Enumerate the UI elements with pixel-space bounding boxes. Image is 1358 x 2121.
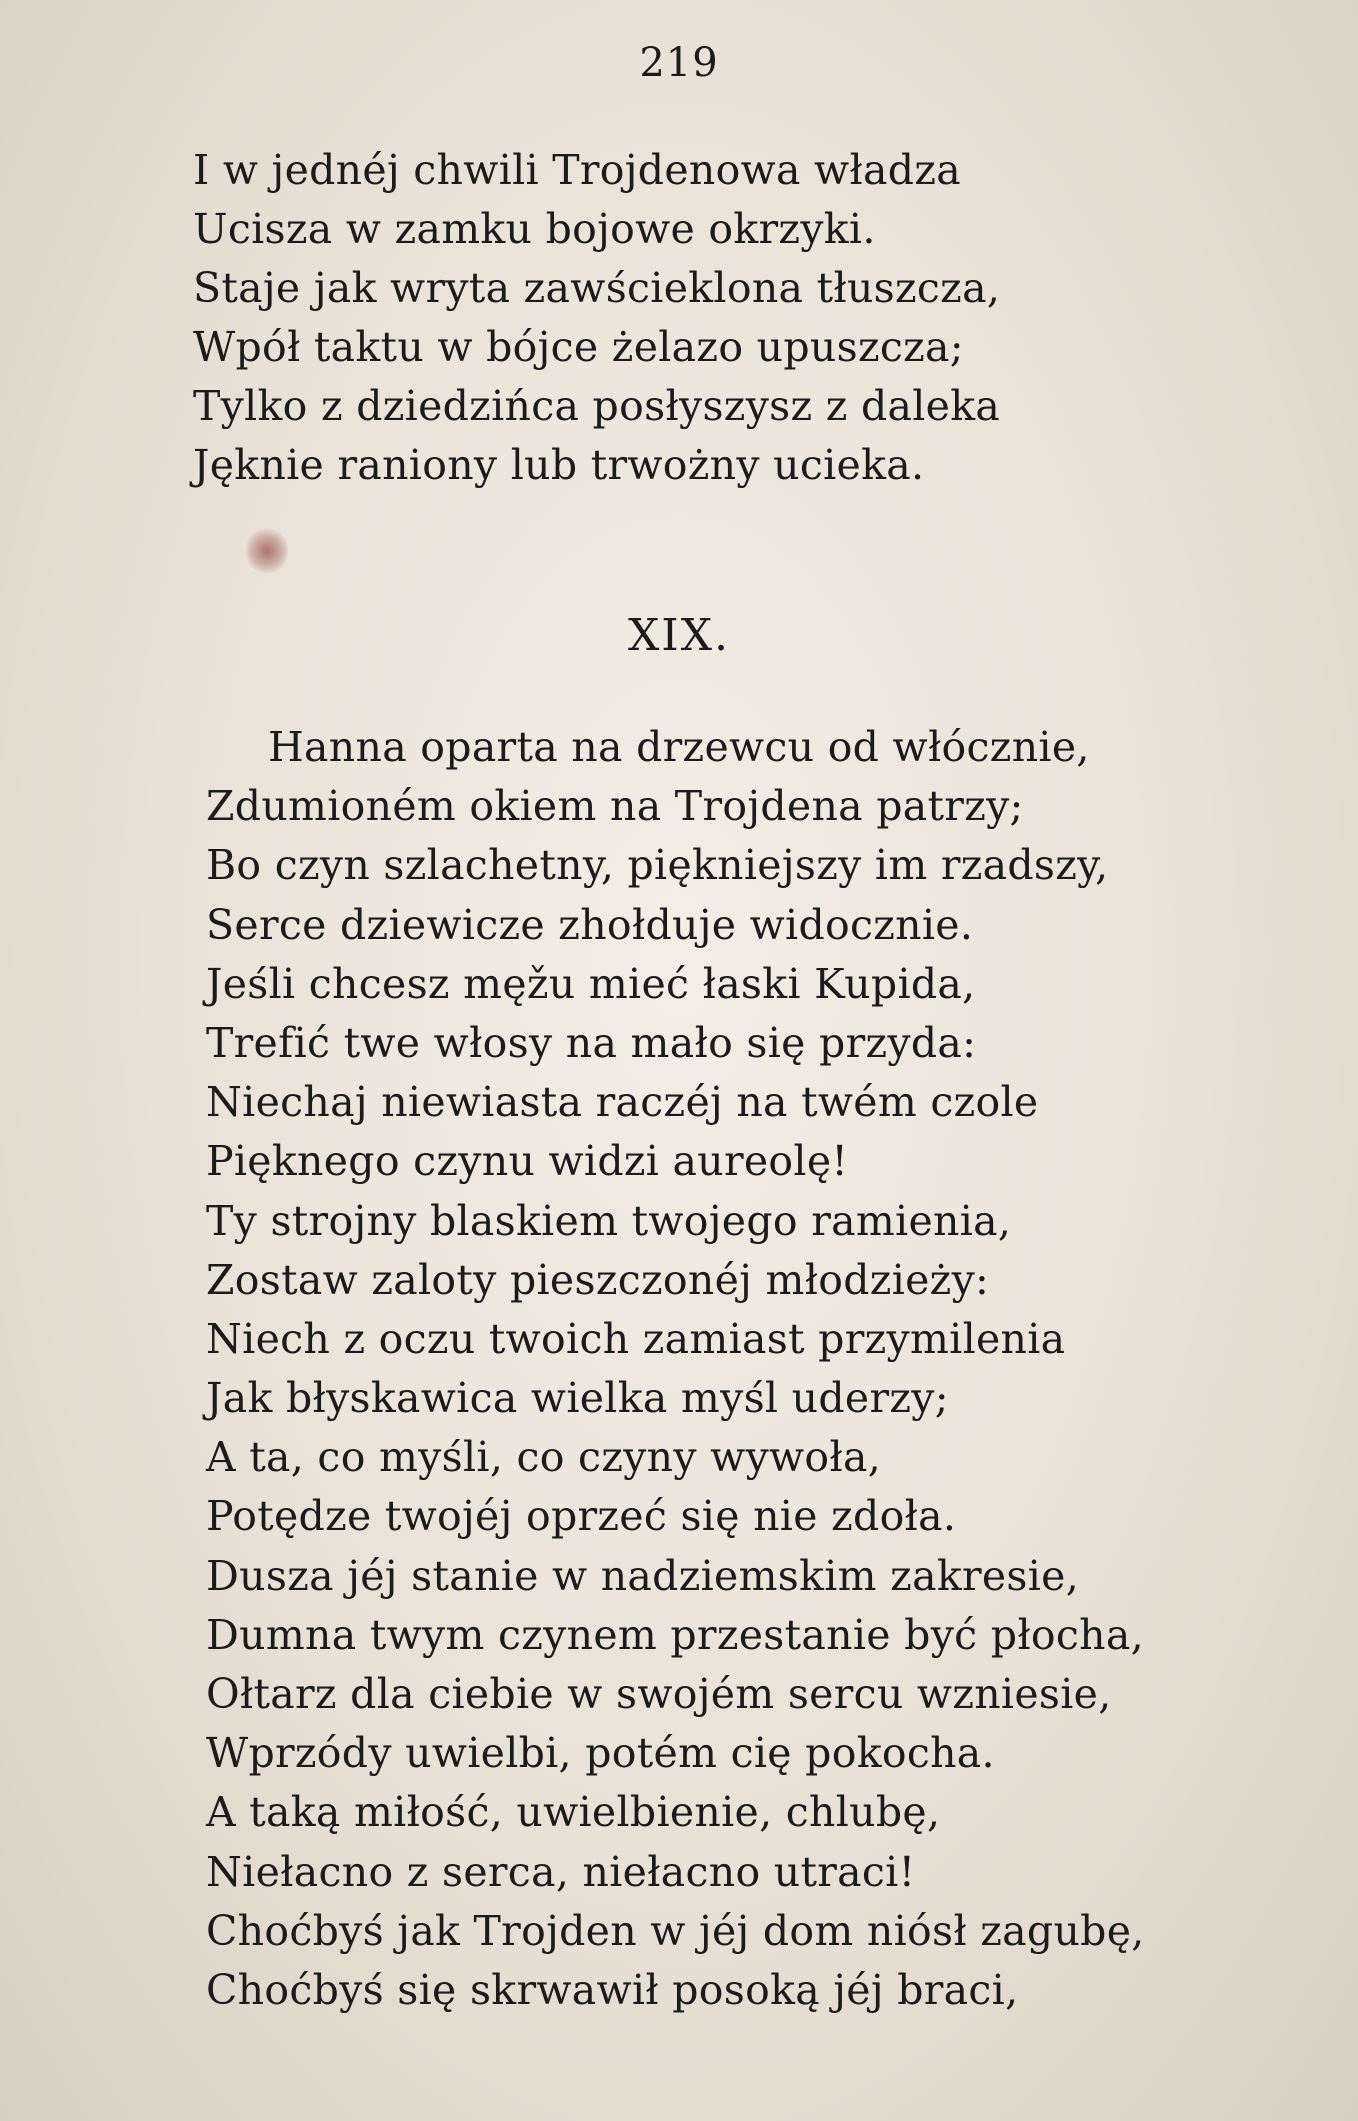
verse-line: Tylko z dziedzińca posłyszysz z daleka [193, 382, 1001, 430]
verse-line: A ta, co myśli, co czyny wywoła, [206, 1433, 882, 1482]
verse-line: Ucisza w zamku bojowe okrzyki. [193, 205, 876, 253]
verse-line: Trefić twe włosy na mało się przyda: [206, 1018, 977, 1067]
verse-line: A taką miłość, uwielbienie, chlubę, [206, 1788, 941, 1837]
verse-line: Serce dziewicze zhołduje widocznie. [206, 900, 974, 949]
verse-line: Niechaj niewiasta raczéj na twém czole [206, 1078, 1039, 1127]
page-number: 219 [639, 40, 719, 86]
verse-line: Hanna oparta na drzewcu od włócznie, [268, 723, 1090, 771]
ink-stain [246, 528, 288, 574]
verse-line: Staje jak wryta zawścieklona tłuszcza, [193, 264, 1001, 312]
verse-line: Bo czyn szlachetny, piękniejszy im rzadszy, [206, 841, 1109, 890]
section-heading: XIX. [627, 610, 730, 661]
verse-line: Zostaw zaloty pieszczonéj młodzieży: [206, 1255, 990, 1304]
verse-line: Ołtarz dla ciebie w swojém sercu wzniesie, [206, 1670, 1112, 1718]
verse-line: Jak błyskawica wielka myśl uderzy; [206, 1374, 949, 1423]
verse-line: Wprzódy uwielbi, potém cię pokocha. [206, 1729, 995, 1778]
stanza-xix [206, 718, 1145, 2020]
verse-line: Jęknie raniony lub trwożny ucieka. [193, 441, 925, 489]
verse-line: Zdumioném okiem na Trojdena patrzy; [206, 782, 1024, 831]
verse-line: Choćbyś się skrwawił posoką jéj braci, [206, 1965, 1019, 2014]
verse-line: Dusza jéj stanie w nadziemskim zakresie, [206, 1551, 1080, 1600]
verse-line: Pięknego czynu widzi aureolę! [206, 1137, 849, 1186]
verse-line: Niech z oczu twoich zamiast przymilenia [206, 1314, 1066, 1363]
verse-line: I w jednéj chwili Trojdenowa władza [193, 146, 961, 194]
verse-line: Choćbyś jak Trojden w jéj dom niósł zagubę, [206, 1906, 1145, 1955]
verse-line: Dumna twym czynem przestanie być płocha, [206, 1610, 1144, 1659]
verse-line: Niełacno z serca, niełacno utraci! [206, 1847, 916, 1896]
verse-line: Jeśli chcesz męžu mieć łaski Kupida, [206, 959, 976, 1008]
verse-line: Ty strojny blaskiem twojego ramienia, [206, 1196, 1012, 1245]
verse-line: Wpół taktu w bójce żelazo upuszcza; [193, 323, 964, 371]
verse-line: Potędze twojéj oprzeć się nie zdoła. [206, 1492, 957, 1541]
stanza-top [193, 141, 1000, 495]
